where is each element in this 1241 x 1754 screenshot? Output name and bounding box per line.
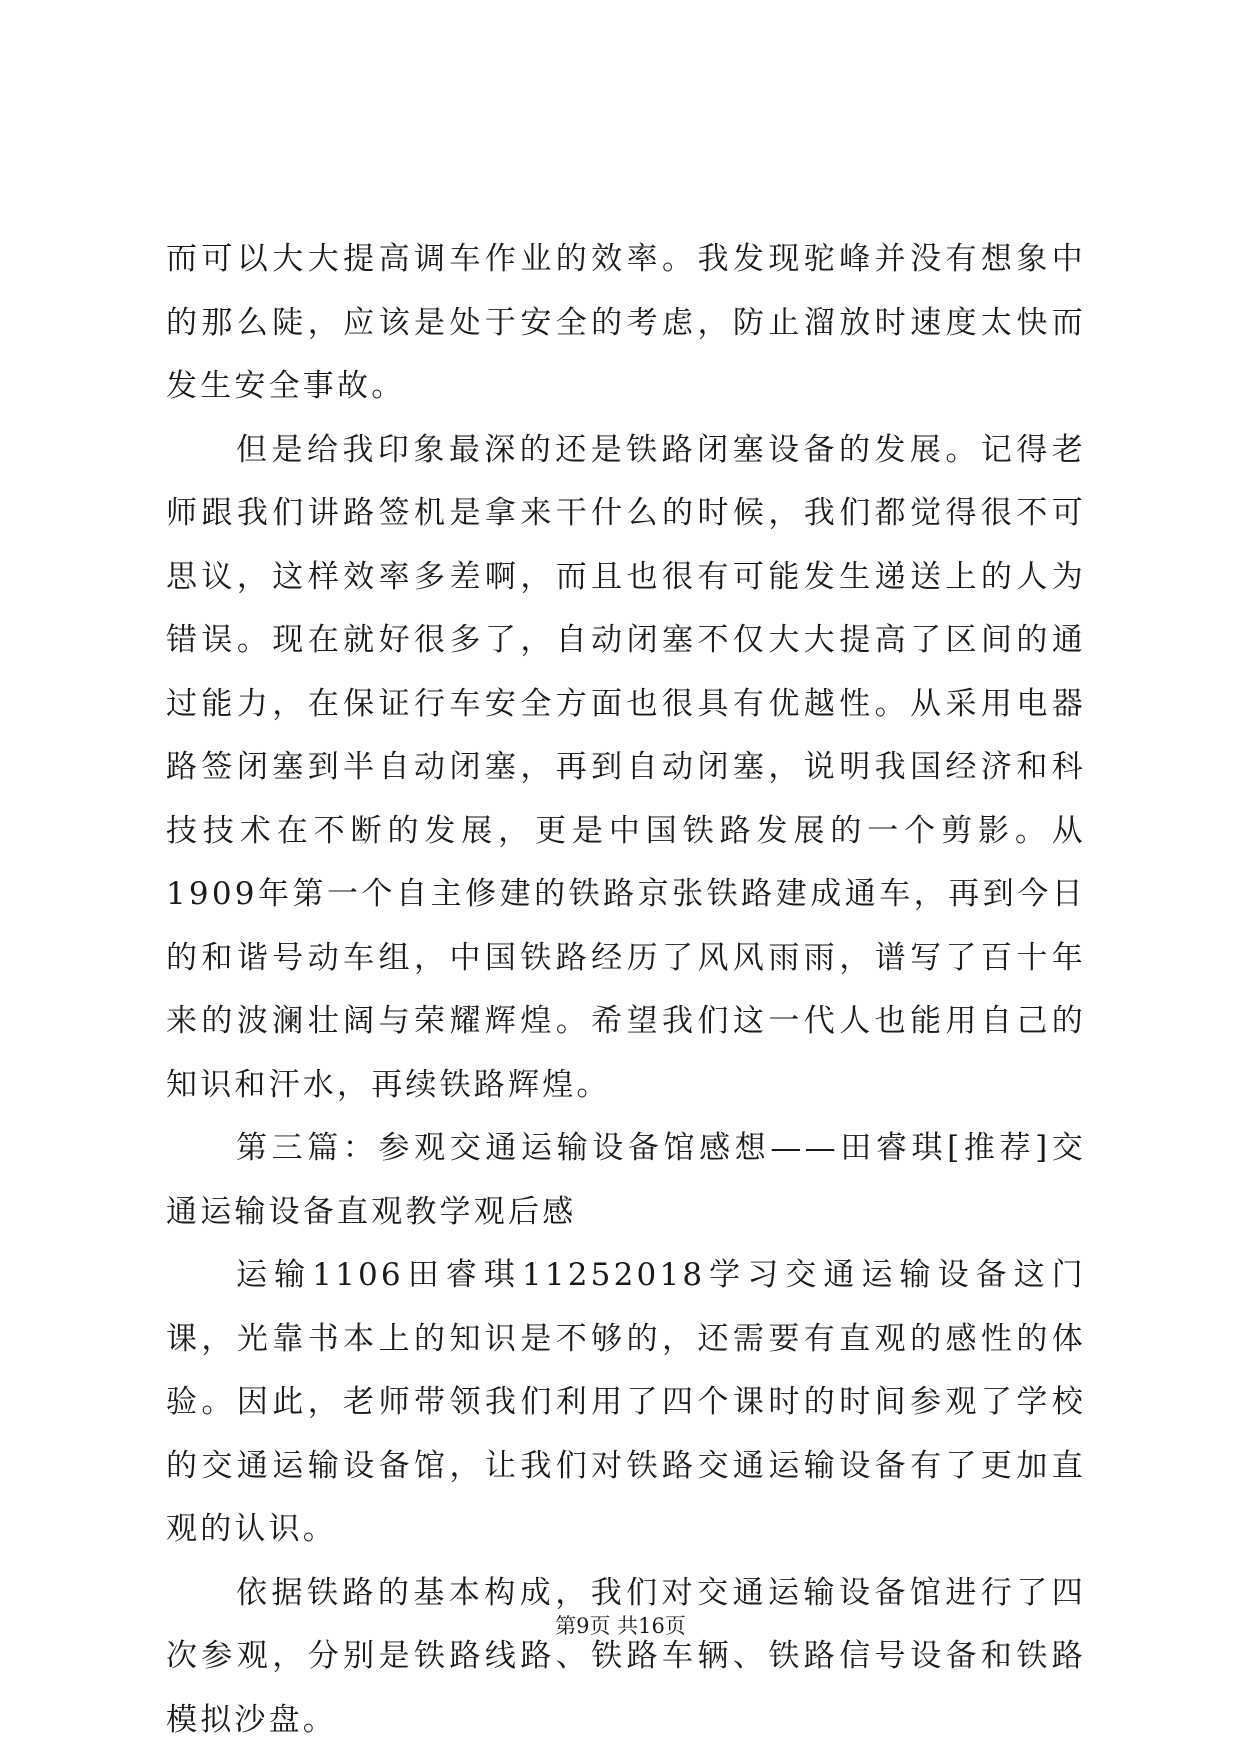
section-heading: 第三篇：参观交通运输设备馆感想——田睿琪[推荐]交通运输设备直观教学观后感 [166,1130,1086,1230]
page-footer: 第9页 共16页 [555,1614,686,1638]
paragraph-intro: 运输1106田睿琪11252018学习交通运输设备这门课，光靠书本上的知识是不够的，还需要有直观的感性的体验。因此，老师带领我们利用了四个课时的时间参观了学校的交通运输设备馆，让我们对铁路交通运输设备有了更加直观的认识。 [166,1257,1086,1547]
paragraph-block-system: 但是给我印象最深的还是铁路闭塞设备的发展。记得老师跟我们讲路签机是拿来干什么的时候，我们都觉得很不可思议，这样效率多差啊，而且也很有可能发生递送上的人为错误。现在就好很多了，自动闭塞不仅大大提高了区间的通过能力，在保证行车安全方面也很具有优越性。从采用电器路签闭塞到半自动闭塞，再到自动闭塞，说明我国经济和科技技术在不断的发展，更是中国铁路发展的一个剪影。从1909年第一个自主修建的铁路京张铁路建成通车，再到今日的和谐号动车组，中国铁路经历了风风雨雨，谱写了百十年来的波澜壮阔与荣耀辉煌。希望我们这一代人也能用自己的知识和汗水，再续铁路辉煌。 [166,431,1086,1103]
paragraph-continuation: 而可以大大提高调车作业的效率。我发现驼峰并没有想象中的那么陡，应该是处于安全的考虑，防止溜放时速度太快而发生安全事故。 [166,241,1086,404]
paragraph-visits: 依据铁路的基本构成，我们对交通运输设备馆进行了四次参观，分别是铁路线路、铁路车辆、铁路信号设备和铁路模拟沙盘。 [166,1574,1086,1738]
body-text [166,228,1086,1752]
